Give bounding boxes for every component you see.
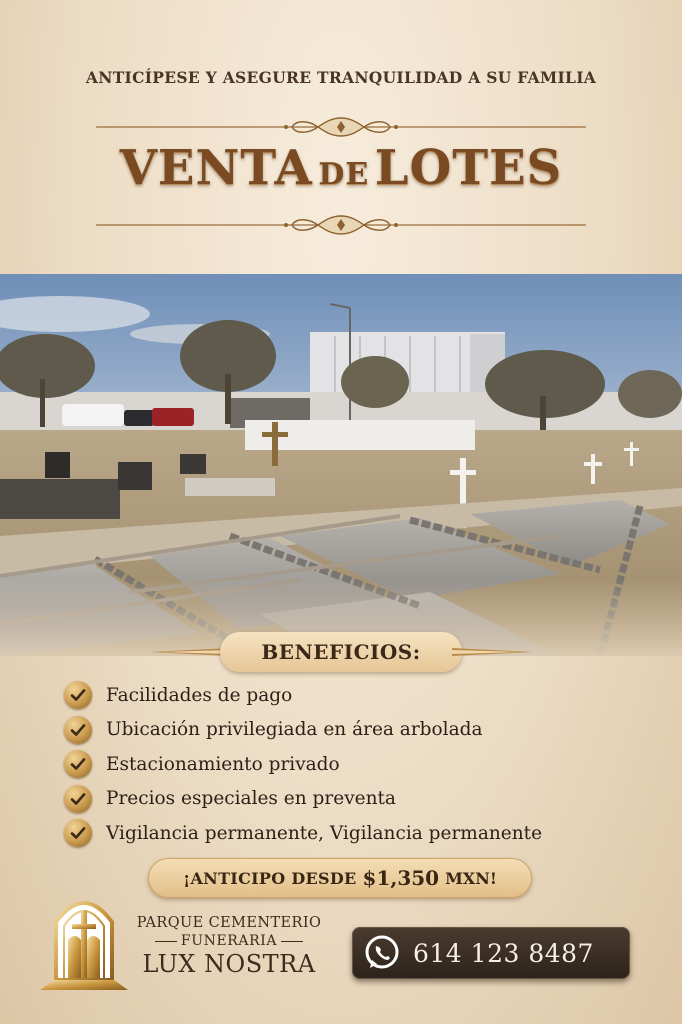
whatsapp-icon <box>361 932 403 974</box>
benefit-text: Vigilancia permanente, Vigilancia permanente <box>106 822 543 844</box>
benefit-text: Precios especiales en preventa <box>106 788 396 810</box>
brand-dash-right <box>281 941 303 942</box>
benefit-text: Estacionamiento privado <box>106 753 340 775</box>
main-title <box>0 140 682 196</box>
brand-dash-left <box>155 941 177 942</box>
cemetery-photo <box>0 274 682 656</box>
benefits-list <box>64 678 664 851</box>
benefits-heading: BENEFICIOS: <box>220 632 462 672</box>
left-wing-ornament <box>150 646 230 658</box>
brand-line-2-wrap <box>124 933 334 949</box>
brand-line-3: LUX NOSTRA <box>142 950 316 978</box>
brand-line-1: PARQUE CEMENTERIO <box>136 915 322 931</box>
price-suffix: MXN! <box>445 868 497 888</box>
check-icon <box>64 716 92 744</box>
price-prefix: ¡ANTICIPO DESDE <box>183 868 357 888</box>
check-icon <box>64 750 92 778</box>
benefits-banner <box>150 632 532 672</box>
benefit-item <box>64 816 664 851</box>
benefit-item <box>64 713 664 748</box>
phone-number: 614 123 8487 <box>413 938 594 968</box>
benefit-item <box>64 782 664 817</box>
title-word-venta: VENTA <box>119 140 313 196</box>
brand-name <box>124 915 334 978</box>
check-icon <box>64 681 92 709</box>
benefit-text: Facilidades de pago <box>106 684 293 706</box>
tagline: ANTICÍPESE Y ASEGURE TRANQUILIDAD A SU FAMILIA <box>85 68 597 87</box>
benefit-item <box>64 678 664 713</box>
right-wing-ornament <box>452 646 532 658</box>
benefit-item <box>64 747 664 782</box>
check-icon <box>64 819 92 847</box>
bottom-ornament-divider <box>96 212 586 238</box>
title-word-lotes: LOTES <box>374 140 563 196</box>
down-payment-banner <box>148 858 532 898</box>
benefit-text: Ubicación privilegiada en área arbolada <box>106 719 483 741</box>
top-ornament-divider <box>96 114 586 140</box>
whatsapp-contact-button[interactable] <box>352 927 630 979</box>
price-amount: $1,350 <box>362 866 440 890</box>
title-word-de: DE <box>318 157 370 192</box>
brand-line-2: FUNERARIA <box>180 933 278 949</box>
check-icon <box>64 785 92 813</box>
